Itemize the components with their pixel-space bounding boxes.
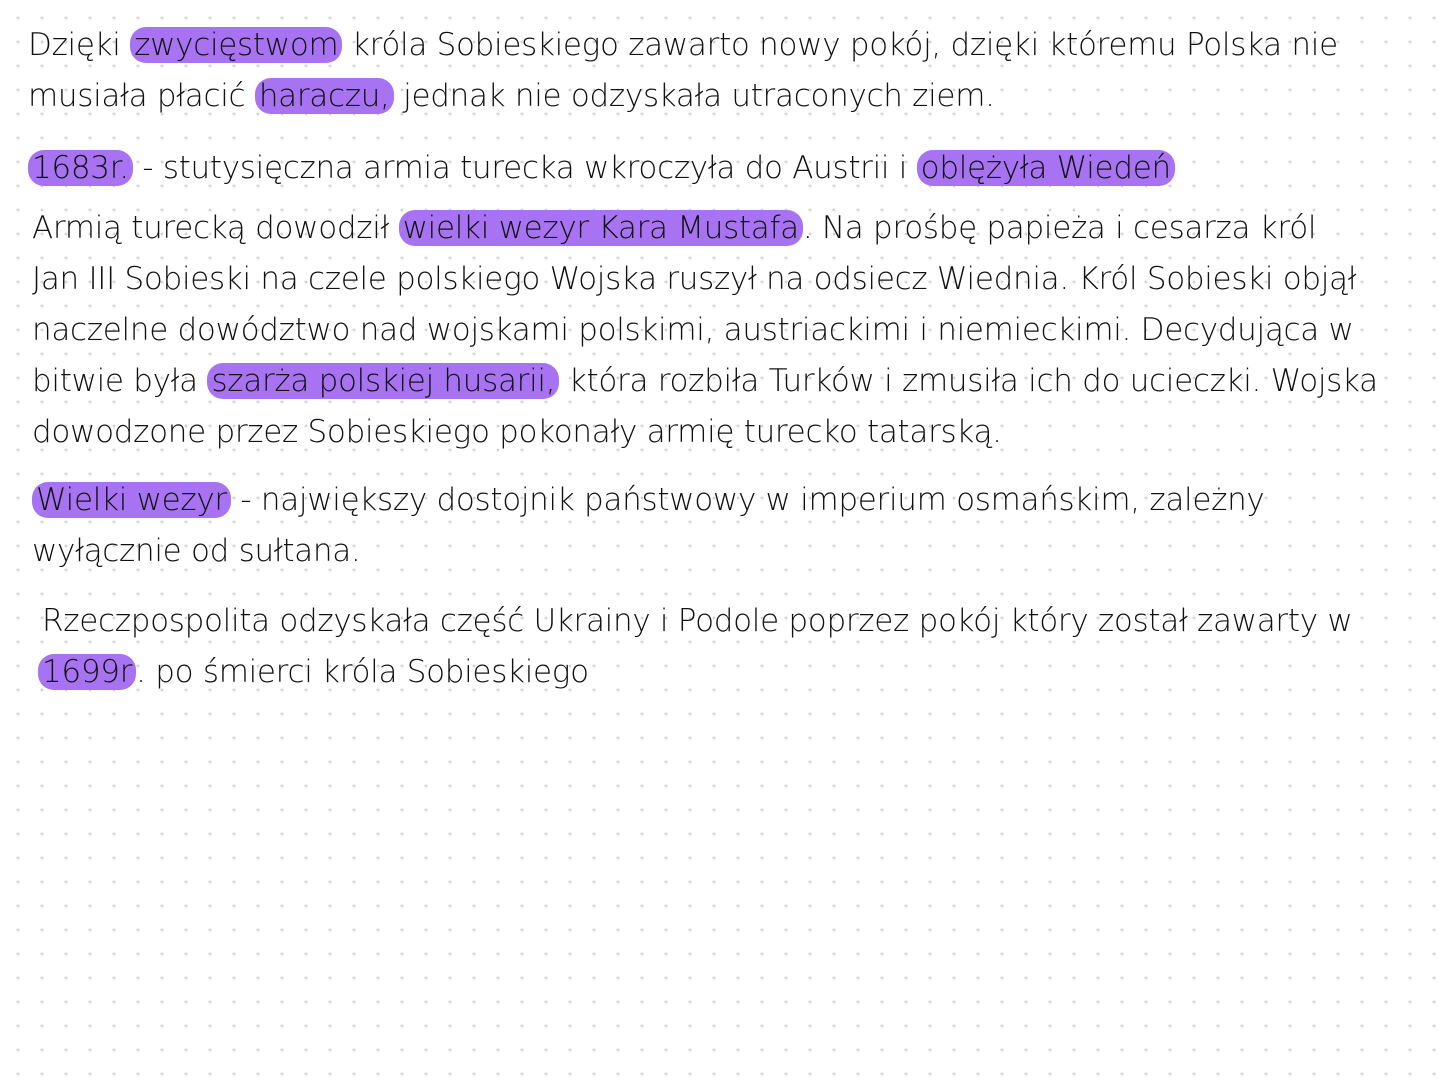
- paragraph-5-line-2: [38, 647, 589, 697]
- paragraph-3-line-3: naczelne dowództwo nad wojskami polskimi, austriackimi i niemieckimi. Decydująca w: [32, 312, 1354, 348]
- text-segment: - stutysięczna armia turecka wkroczyła do Austrii i: [132, 150, 917, 186]
- paragraph-2-line-1: [28, 143, 1175, 193]
- text-segment: Dzięki: [28, 27, 131, 63]
- text-segment: jednak nie odzyskała utraconych ziem.: [393, 78, 995, 114]
- text-segment: . Na prośbę papieża i cesarza król: [802, 210, 1317, 246]
- paragraph-5-line-1: Rzeczpospolita odzyskała część Ukrainy i Podole poprzez pokój który został zawarty w: [42, 603, 1353, 639]
- paragraph-4-line-1: [32, 475, 1264, 525]
- paragraph-3-line-2: Jan III Sobieski na czele polskiego Wojska ruszył na odsiecz Wiednia. Król Sobieski objął: [32, 261, 1357, 297]
- text-segment: bitwie była: [32, 363, 208, 399]
- paragraph-3-line-5: dowodzone przez Sobieskiego pokonały armię turecko tatarską.: [32, 414, 1002, 450]
- text-segment: musiała płacić: [28, 78, 255, 114]
- highlighted-term: oblężyła Wiedeń: [917, 150, 1175, 186]
- text-segment: - największy dostojnik państwowy w imperium osmańskim, zależny: [230, 482, 1265, 518]
- paragraph-4-line-2: wyłącznie od sułtana.: [32, 533, 361, 569]
- paragraph-1-line-1: [28, 20, 1338, 70]
- highlighted-term: szarża polskiej husarii,: [207, 363, 559, 399]
- highlighted-term: haraczu,: [255, 78, 394, 114]
- text-segment: Armią turecką dowodził: [32, 210, 399, 246]
- highlighted-date: 1699r: [38, 654, 136, 690]
- highlighted-date: 1683r.: [28, 150, 133, 186]
- highlighted-term: zwycięstwom: [130, 27, 342, 63]
- paragraph-1-line-2: [28, 71, 995, 121]
- text-segment: króla Sobieskiego zawarto nowy pokój, dzięki któremu Polska nie: [342, 27, 1338, 63]
- highlighted-term: Wielki wezyr: [32, 482, 231, 518]
- text-segment: . po śmierci króla Sobieskiego: [136, 654, 589, 690]
- text-segment: która rozbiła Turków i zmusiła ich do ucieczki. Wojska: [559, 363, 1378, 399]
- paragraph-3-line-4: [32, 356, 1378, 406]
- highlighted-term: wielki wezyr Kara Mustafa: [399, 210, 803, 246]
- paragraph-3-line-1: [32, 203, 1316, 253]
